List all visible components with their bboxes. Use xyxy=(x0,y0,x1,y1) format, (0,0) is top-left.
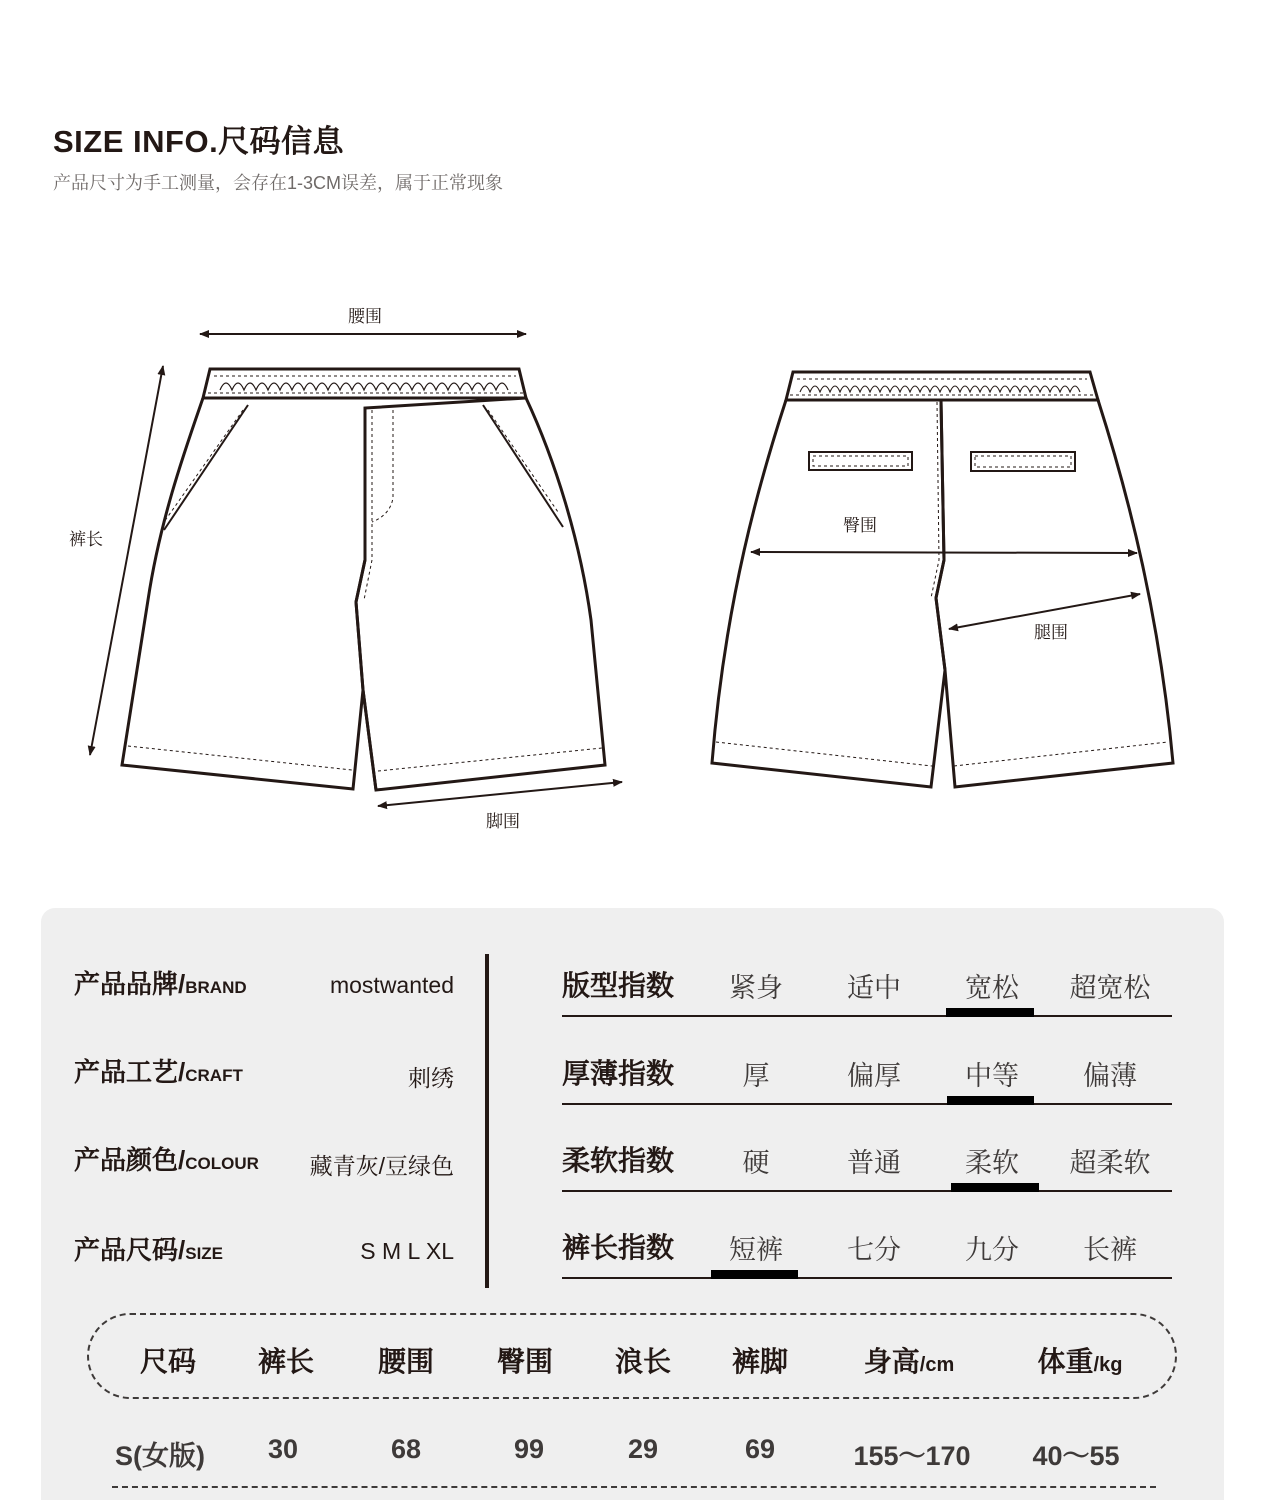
length-label: 裤长 xyxy=(69,530,103,550)
index-option: 宽松 xyxy=(965,973,1019,1003)
info-key-cn: 产品品牌/ xyxy=(74,969,186,999)
index-softness xyxy=(562,1131,1172,1217)
index-selected-marker xyxy=(947,1096,1034,1105)
page-title: SIZE INFO.尺码信息 xyxy=(53,124,345,159)
index-option: 偏厚 xyxy=(847,1061,901,1091)
index-option: 硬 xyxy=(742,1148,770,1178)
hem-label: 脚围 xyxy=(486,812,520,832)
info-row-size xyxy=(74,1230,454,1270)
index-name: 版型指数 xyxy=(562,970,675,1001)
hip-arrow xyxy=(751,552,1137,553)
index-option: 厚 xyxy=(742,1061,770,1091)
index-option: 偏薄 xyxy=(1083,1061,1137,1091)
front-view xyxy=(122,369,605,790)
index-scale-line xyxy=(562,1277,1172,1279)
index-option: 超宽松 xyxy=(1069,973,1151,1003)
info-key-en: BRAND xyxy=(185,978,247,997)
info-key-en: CRAFT xyxy=(185,1066,243,1085)
index-option: 普通 xyxy=(847,1148,901,1178)
table-header-cell xyxy=(615,1340,671,1380)
info-key xyxy=(74,964,247,1001)
header-label: 裤脚 xyxy=(731,1346,789,1377)
table-header-cell xyxy=(864,1340,954,1380)
table-header-cell xyxy=(140,1340,196,1380)
index-thickness xyxy=(562,1044,1172,1130)
index-option: 长裤 xyxy=(1083,1235,1137,1265)
index-name: 柔软指数 xyxy=(562,1145,675,1176)
info-value: 刺绣 xyxy=(408,1065,454,1091)
index-selected-marker xyxy=(951,1183,1039,1192)
index-option: 超柔软 xyxy=(1069,1148,1151,1178)
index-option: 中等 xyxy=(965,1061,1019,1091)
index-option: 紧身 xyxy=(729,973,783,1003)
shorts-diagram xyxy=(0,290,1280,850)
index-name: 裤长指数 xyxy=(562,1232,675,1263)
table-header-cell xyxy=(1038,1340,1123,1380)
index-option: 九分 xyxy=(965,1235,1019,1265)
index-length xyxy=(562,1218,1172,1304)
table-cell-hem: 69 xyxy=(744,1434,776,1464)
info-key-cn: 产品颜色/ xyxy=(74,1145,186,1175)
table-row-divider xyxy=(112,1486,1156,1488)
table-header-cell xyxy=(497,1340,553,1380)
index-option: 七分 xyxy=(847,1235,901,1265)
header-label: 腰围 xyxy=(377,1346,435,1377)
back-view xyxy=(712,372,1173,787)
waist-label: 腰围 xyxy=(348,307,382,327)
index-scale-line xyxy=(562,1103,1172,1105)
info-value: mostwanted xyxy=(329,972,454,998)
table-cell-waist: 68 xyxy=(390,1434,422,1464)
header-label: 浪长 xyxy=(614,1346,672,1377)
table-cell-rise: 29 xyxy=(627,1434,659,1464)
header-label: 裤长 xyxy=(257,1346,315,1377)
index-name: 厚薄指数 xyxy=(562,1058,675,1089)
table-header-cell xyxy=(378,1340,434,1380)
index-selected-marker xyxy=(946,1008,1034,1017)
info-key-en: SIZE xyxy=(185,1244,224,1263)
info-key-cn: 产品工艺/ xyxy=(74,1057,186,1087)
info-key xyxy=(74,1140,259,1177)
table-cell-size: S(女版) xyxy=(115,1441,205,1471)
index-option: 适中 xyxy=(847,973,901,1003)
info-value: S M L XL xyxy=(360,1238,454,1264)
table-cell-weight: 40～55 xyxy=(1032,1441,1120,1471)
index-scale-line xyxy=(562,1190,1172,1192)
info-key-en: COLOUR xyxy=(185,1154,259,1173)
table-header-cell xyxy=(732,1340,788,1380)
header-label: 尺码 xyxy=(139,1346,197,1377)
info-key xyxy=(74,1052,243,1089)
info-row-colour xyxy=(74,1140,454,1180)
header-unit: /cm xyxy=(919,1354,955,1376)
index-option: 柔软 xyxy=(965,1148,1019,1178)
index-scale-line xyxy=(562,1015,1172,1017)
header-unit: /kg xyxy=(1093,1354,1123,1376)
hip-label: 臀围 xyxy=(843,516,877,536)
index-selected-marker xyxy=(711,1270,798,1279)
info-row-craft xyxy=(74,1052,454,1092)
column-divider xyxy=(485,954,489,1288)
info-row-brand xyxy=(74,964,454,1004)
info-value: 藏青灰/豆绿色 xyxy=(309,1153,454,1179)
header-label: 体重 xyxy=(1037,1346,1094,1377)
header-label: 臀围 xyxy=(496,1346,554,1377)
index-fit xyxy=(562,956,1172,1042)
page-subtitle: 产品尺寸为手工测量，会存在1-3CM误差，属于正常现象 xyxy=(53,173,504,193)
table-header-cell xyxy=(258,1340,314,1380)
table-cell-hip: 99 xyxy=(513,1434,545,1464)
info-key-cn: 产品尺码/ xyxy=(74,1235,186,1265)
header-label: 身高 xyxy=(863,1346,920,1377)
table-cell-height: 155～170 xyxy=(853,1441,971,1471)
info-key xyxy=(74,1230,223,1267)
table-cell-length: 30 xyxy=(267,1434,299,1464)
thigh-label: 腿围 xyxy=(1034,623,1068,643)
index-option: 短裤 xyxy=(729,1235,783,1265)
